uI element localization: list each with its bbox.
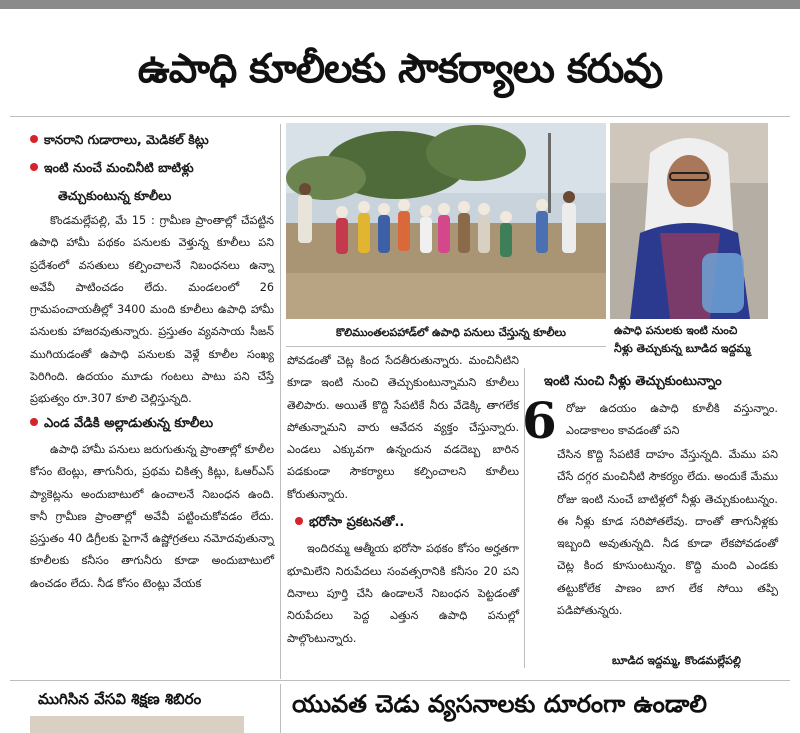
bottom-left-thumbnail xyxy=(30,716,244,733)
page-headline: ఉపాధి కూలీలకు సౌకర్యాలు కరువు xyxy=(137,46,663,92)
article-column-2 xyxy=(287,350,519,650)
photo-caption-divider xyxy=(286,346,606,347)
bullet-text: ఇంటి నుంచే మంచినీటి బాటిళ్లు xyxy=(44,160,194,175)
page-top-bar xyxy=(0,0,800,9)
column-1-paragraph-1: కొండమల్లేపల్లి, మే 15 : గ్రామీణ ప్రాంతాల్లో చేపట్టిన ఉపాధి హామీ పథకం పనులకు వెళ్తున్న కూలీలు పని ప్రదేశంలో వసతులు కల్పించాలనే నిబంధనలు ఉన్నా అవేవీ పాటించడం లేదు. మండలంలో 26 గ్రామపంచాయతీల్లో 3400 మంది కూలీలు ఉపాధి హామీ పనులకు హాజరవుతున్నారు. ప్రస్తుతం వ్యవసాయ సీజన్ ముగియడంతో ఉపాధి పనులకు వెళ్లే కూలీల సంఖ్య పెరిగింది. ఉదయం మూడు గంటలు పాటు పని చేస్తే ప్రభుత్వం రూ.307 కూలి చెల్లిస్తున్నది. xyxy=(30,214,274,406)
photo-2-caption-line-2: నీళ్లు తెచ్చుకున్న బూడిద ఇద్దమ్మ xyxy=(614,342,751,355)
quote-body: చేసిన కొద్ది సేపటికే దాహం వేస్తున్నది. మేము పని చేసే దగ్గర మంచినీటి సౌకర్యం లేదు. అందుకే మేము రోజు ఇంటి నుంచే బాటిళ్లలో నీళ్లు తెచ్చుకుంటున్నం. ఈ నీళ్లు కూడ సరిపోతలేవు. దాంతో తాగునీళ్లకు ఇబ్బంది అవుతున్నది. నీడ కూడా లేకపోవడంతో చెట్ల కింద కూసుంటున్నం. కొద్ది మంది ఎండకు తట్టుకోలేక పాణం బాగ లేక సోయి తప్పి పడిపోతున్నరు. xyxy=(557,448,778,618)
subhead-dot xyxy=(295,517,303,525)
quote-mark: 6 xyxy=(522,391,557,450)
subhead-text: ఎండ వేడికి అల్లాడుతున్న కూలీలు xyxy=(44,415,214,431)
photo-labourers-field xyxy=(286,123,606,319)
bullet-dot xyxy=(30,163,38,171)
bullet-text: కానరాని గుడారాలు, మెడికల్ కిట్లు xyxy=(44,132,209,147)
bullet-tents-kits xyxy=(30,131,209,149)
bullet-water-bottles xyxy=(30,159,194,177)
column-divider xyxy=(280,124,281,679)
bullet-dot xyxy=(30,135,38,143)
woman-photo-illustration xyxy=(610,123,768,319)
photo-woman-water-bottle xyxy=(610,123,768,319)
quote-signature: బూడిద ఇద్దమ్మ, కొండమల్లేపల్లి xyxy=(612,654,741,667)
column-2-paragraph-2: ఇందిరమ్మ ఆత్మీయ భరోసా పథకం కోసం అర్హతగా భూమిలేని నిరుపేదలు సంవత్సరానికి కనీసం 20 పని దినాలు పూర్తి చేసి ఉండాలనే నిబంధన పెట్టడంతో నిరుపేదలు పెద్ద ఎత్తున ఉపాధి పనుల్లో పాల్గొంటున్నారు. xyxy=(287,542,519,645)
sub-deck: తెచ్చుకుంటున్న కూలీలు xyxy=(58,188,172,203)
bottom-left-heading: ముగిసిన వేసవి శిక్షణ శిబిరం xyxy=(38,690,202,708)
bottom-column-divider xyxy=(280,684,281,733)
subhead-dot xyxy=(30,418,38,426)
quote-lead: రోజు ఉదయం ఉపాధి కూలీకి వస్తున్నాం. ఎండాకాలం కావడంతో పని xyxy=(566,402,778,438)
article-column-1 xyxy=(30,210,274,595)
column-1-paragraph-2: ఉపాధి హామీ పనులు జరుగుతున్న ప్రాంతాల్లో కూలీల కోసం టెంట్లు, తాగునీరు, ప్రథమ చికిత్స కిట్లు, ఓఆర్ఎస్ ప్యాకెట్లను అందుబాటులో ఉంచాలనే నిబంధన ఉంది. కానీ గ్రామీణ ప్రాంతాల్లో అవేవీ పట్టించుకోవడం లేదు. ప్రస్తుతం 40 డిగ్రీలకు పైగానే ఉష్ణోగ్రతలు నమోదవుతున్నా కూలీలకు కనీసం తాగునీరు కూడా అందుబాటులో ఉంచడం లేదు. నీడ కోసం టెంట్లు వేయక xyxy=(30,442,274,590)
photo-1-caption: కొలిముంతలపహాడ్‌లో ఉపాధి పనులు చేస్తున్న కూలీలు xyxy=(336,326,566,339)
subhead-text: భరోసా ప్రకటనతో.. xyxy=(309,515,405,531)
quote-heading: ఇంటి నుంచి నీళ్లు తెచ్చుకుంటున్నాం xyxy=(544,374,722,389)
photo-2-caption-line-1: ఉపాధి పనులకు ఇంటి నుంచి xyxy=(614,324,738,337)
column-1-subhead xyxy=(30,413,274,435)
field-work-photo-illustration xyxy=(286,123,606,319)
bottom-right-headline: యువత చెడు వ్యసనాలకు దూరంగా ఉండాలి xyxy=(292,690,707,718)
bottom-divider xyxy=(10,680,790,681)
column-2-paragraph-1: పోవడంతో చెట్ల కింద సేదతీరుతున్నారు. మంచినీటిని కూడా ఇంటి నుంచి తెచ్చుకుంటున్నామని కూలీలు తెలిపారు. అయితే కొద్ది సేపటికే నీరు వేడెక్కి తాగలేక పోతున్నామని వారు ఆవేదన వ్యక్తం చేస్తున్నారు. ఎండలు ఎక్కువగా ఉన్నందున వడదెబ్బ బారిన పడకుండా సౌకర్యాలు కల్పించాలని కూలీలు కోరుతున్నారు. xyxy=(287,354,519,501)
headline-divider xyxy=(10,116,790,117)
column-2-subhead xyxy=(295,512,519,534)
